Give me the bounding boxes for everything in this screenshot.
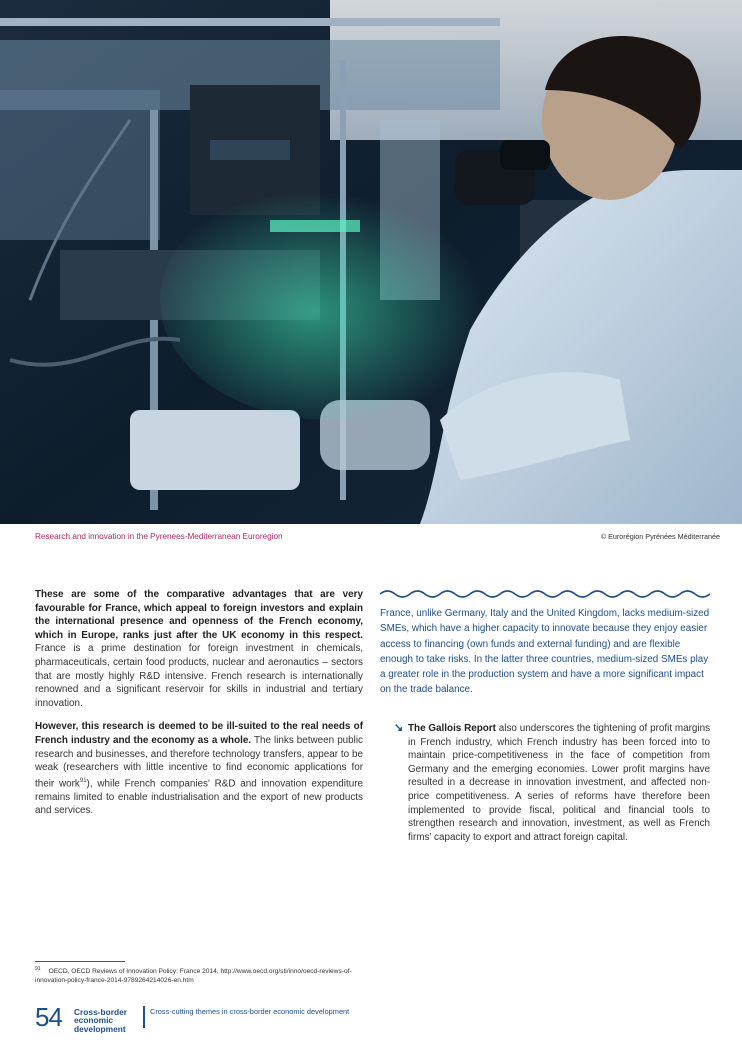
brand-line-1: Cross-border: [74, 1007, 128, 1017]
highlight-quote: France, unlike Germany, Italy and the United Kingdom, lacks medium-sized SMEs, which have a higher capacity to innovate because they enjoy easier access to financing (own funds and external funding) and are flexible enough to take risks. In the latter three countries, medium-sized SMEs play a greater role in the production system and have a more significant impact on the trade balance.: [380, 608, 710, 696]
wave-divider-icon: [380, 588, 710, 600]
photo-caption: Research and innovation in the Pyrenees-Mediterranean Euroregion: [35, 532, 283, 541]
left-column: [35, 588, 363, 828]
paragraph-research-body-a: The links between public research and businesses, and therefore technology transfers, appear to be weak (researchers with little incentive to find economic applications for their work: [35, 734, 363, 790]
arrow-down-right-icon: ↘: [394, 722, 404, 734]
brand-line-2: economic: [74, 1015, 114, 1026]
paragraph-research: [35, 720, 363, 817]
brand-line-3: development: [74, 1023, 126, 1034]
footnote-number: 91: [35, 966, 41, 972]
photo-credit: © Eurorégion Pyrénées Méditerranée: [600, 532, 720, 541]
footnote-text: OECD, OECD Reviews of Innovation Policy: France 2014, http://www.oecd.org/sti/inno/oecd-reviews-of-innovation-policy-france-2014-9789264214026-en.htm: [35, 968, 352, 984]
footnote: [35, 965, 375, 985]
lab-photo: [0, 0, 742, 524]
paragraph-advantages-body: France is a prime destination for foreign investment in chemicals, pharmaceuticals, certain food products, nuclear and aeronautics – sectors that are mostly highly R&D intensive. French research is internationally renowned and a significant reservoir for skills in industrial and tertiary innovation.: [35, 643, 363, 709]
paragraph-advantages: [35, 588, 363, 710]
page-number: 54: [35, 1002, 62, 1032]
brand-label: [74, 1008, 127, 1033]
paragraph-advantages-lead: These are some of the comparative advantages that are very favourable for France, which appeal to foreign investors and explain the international presence and openness of the French economy, which in Europe, ranks just after the UK economy in this respect.: [35, 589, 363, 641]
bullet-body: also underscores the tightening of profit margins in French industry, which French industry has been forced into to maintain price-competitiveness in the face of competition from Germany and the emerging economies. Lower profit margins have resulted in a decrease in innovation investment, and affected non-price competitiveness. A series of reforms have therefore been implemented to provide fiscal, political and financial tools to strengthen research and innovation, investment, as well as French firms' capacity to export and attract foreign capital.: [408, 723, 711, 843]
bullet-lead: The Gallois Report: [408, 723, 496, 734]
lab-photo-illustration: [0, 0, 742, 524]
footnote-reference: 91: [79, 777, 87, 784]
footnote-rule: [35, 961, 125, 962]
footer-divider: [143, 1006, 145, 1028]
bullet-gallois-report: [394, 722, 710, 844]
paragraph-research-lead: However, this research is deemed to be ill-suited to the real needs of French industry and the economy as a whole.: [35, 721, 363, 746]
footer-theme: Cross-cutting themes in cross-border economic development: [150, 1007, 350, 1016]
paragraph-research-body-b: ), while French companies' R&D and innovation expenditure remains limited to enable industrialisation and the export of new products and services.: [35, 778, 363, 817]
